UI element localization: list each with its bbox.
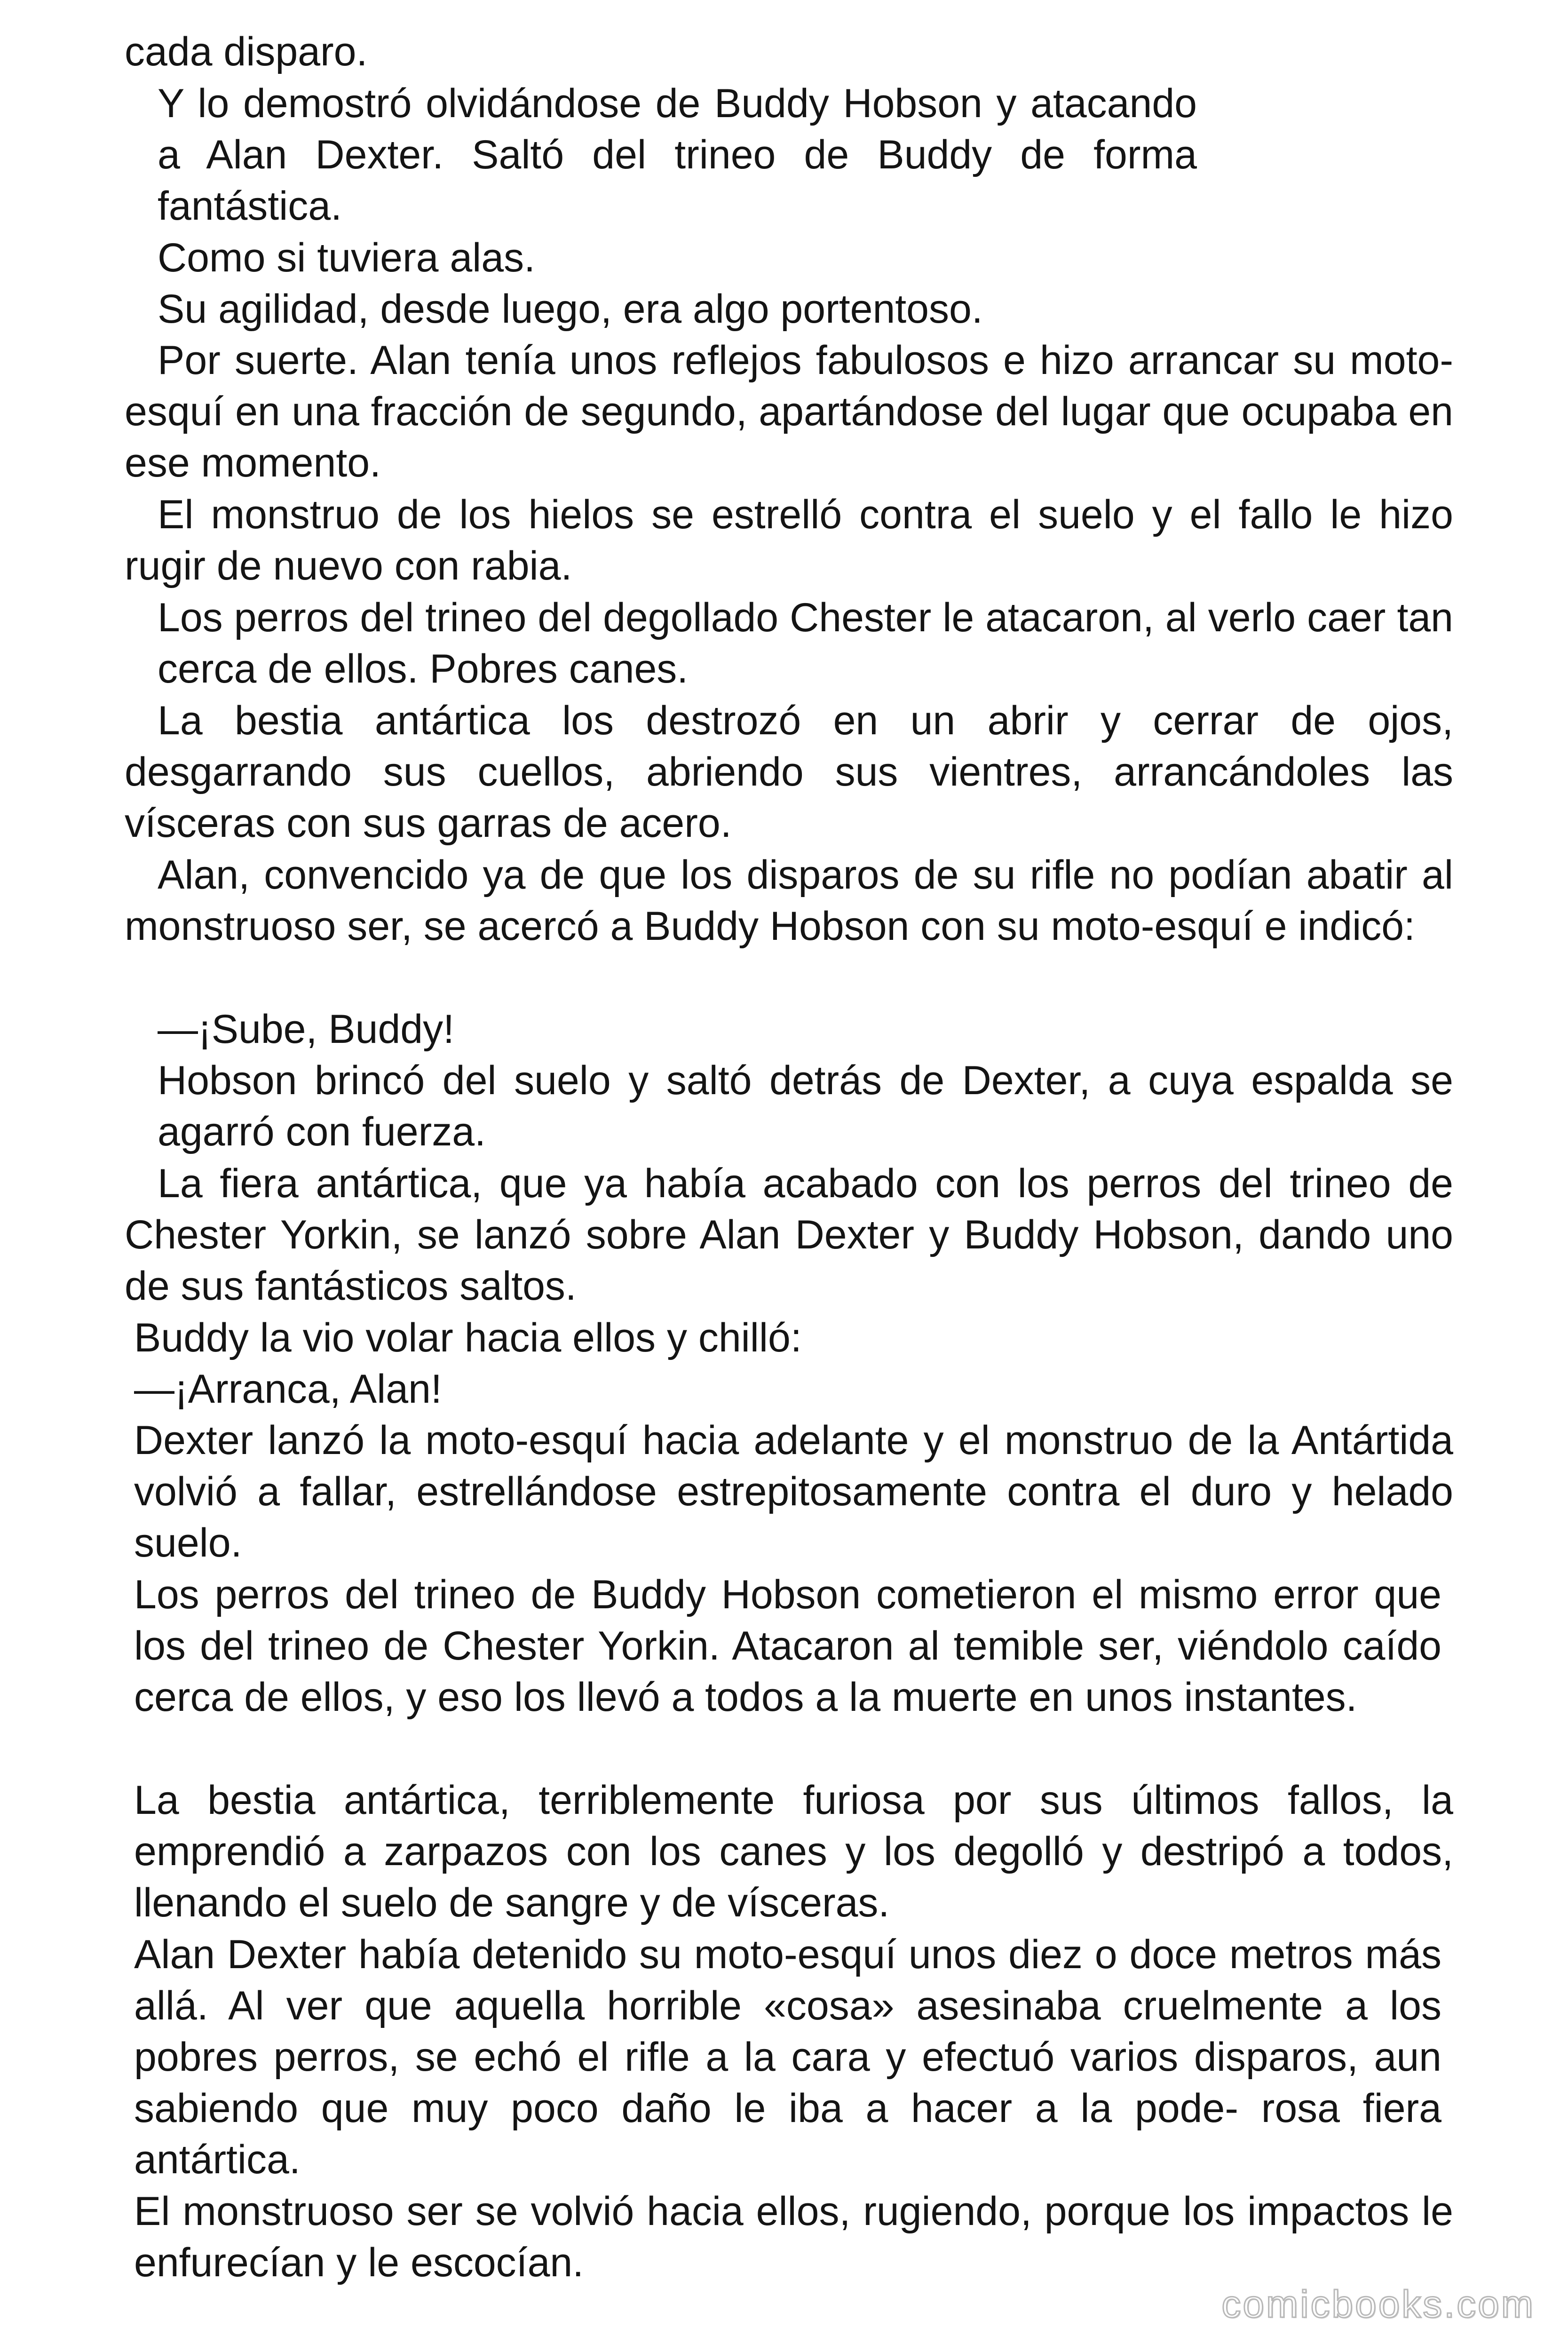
paragraph-11: Hobson brincó del suelo y saltó detrás de Dexter, a cuya espalda se agarró con fuerza. <box>158 1058 1453 1154</box>
paragraph-12: La fiera antártica, que ya había acabado con los perros del trineo de Chester Yorkin, se lanzó sobre Alan Dexter y Buddy Hobson, dando uno de sus fantásticos saltos. <box>125 1161 1453 1309</box>
paragraph-13: Buddy la vio volar hacia ellos y chilló: <box>134 1315 802 1360</box>
paragraph-18: Alan Dexter había detenido su moto-esquí unos diez o doce metros más allá. Al ver que aquella horrible «cosa» asesinaba cruelmente a los pobres perros, se echó el rifle a la cara y efectuó varios disparos, aun sabiendo que muy poco daño le iba a hacer a la pode- rosa fiera antártica. <box>134 1932 1441 2182</box>
watermark-logo: comicbooks.com <box>1221 2283 1535 2326</box>
paragraph-17: La bestia antártica, terriblemente furiosa por sus últimos fallos, la emprendió a zarpazos con los canes y los degolló y destripó a todos, llenando el suelo de sangre y de vísceras. <box>134 1778 1453 1925</box>
paragraph-4: Su agilidad, desde luego, era algo portentoso. <box>158 286 983 332</box>
paragraph-2: Y lo demostró olvidándose de Buddy Hobson y atacando a Alan Dexter. Saltó del trineo de Buddy de forma fantástica. <box>158 81 1197 229</box>
paragraph-7: Los perros del trineo del degollado Chester le atacaron, al verlo caer tan cerca de ellos. Pobres canes. <box>158 595 1453 691</box>
paragraph-9: Alan, convencido ya de que los disparos de su rifle no podían abatir al monstruoso ser, se acercó a Buddy Hobson con su moto-esquí e indicó: <box>125 852 1453 949</box>
paragraph-19: El monstruoso ser se volvió hacia ellos, rugiendo, porque los impactos le enfurecían y le escocían. <box>134 2189 1453 2285</box>
paragraph-3: Como si tuviera alas. <box>158 235 535 280</box>
paragraph-10: —¡Sube, Buddy! <box>158 1007 455 1052</box>
paragraph-16: Los perros del trineo de Buddy Hobson cometieron el mismo error que los del trineo de Chester Yorkin. Atacaron al temible ser, viéndolo caído cerca de ellos, y eso los llevó a todos a la muerte en unos instantes. <box>134 1572 1441 1720</box>
paragraph-15: Dexter lanzó la moto-esquí hacia adelante y el monstruo de la Antártida volvió a fallar, estrellándose estrepitosamente contra el duro y helado suelo. <box>134 1418 1453 1565</box>
paragraph-14: —¡Arranca, Alan! <box>134 1367 442 1412</box>
paragraph-1: cada disparo. <box>125 29 368 74</box>
paragraph-6: El monstruo de los hielos se estrelló contra el suelo y el fallo le hizo rugir de nuevo con rabia. <box>125 492 1453 588</box>
paragraph-5: Por suerte. Alan tenía unos reflejos fabulosos e hizo arrancar su moto-esquí en una fracción de segundo, apartándose del lugar que ocupaba en ese momento. <box>125 338 1453 485</box>
paragraph-8: La bestia antártica los destrozó en un abrir y cerrar de ojos, desgarrando sus cuellos, abriendo sus vientres, arrancándoles las vísceras con sus garras de acero. <box>125 698 1453 846</box>
